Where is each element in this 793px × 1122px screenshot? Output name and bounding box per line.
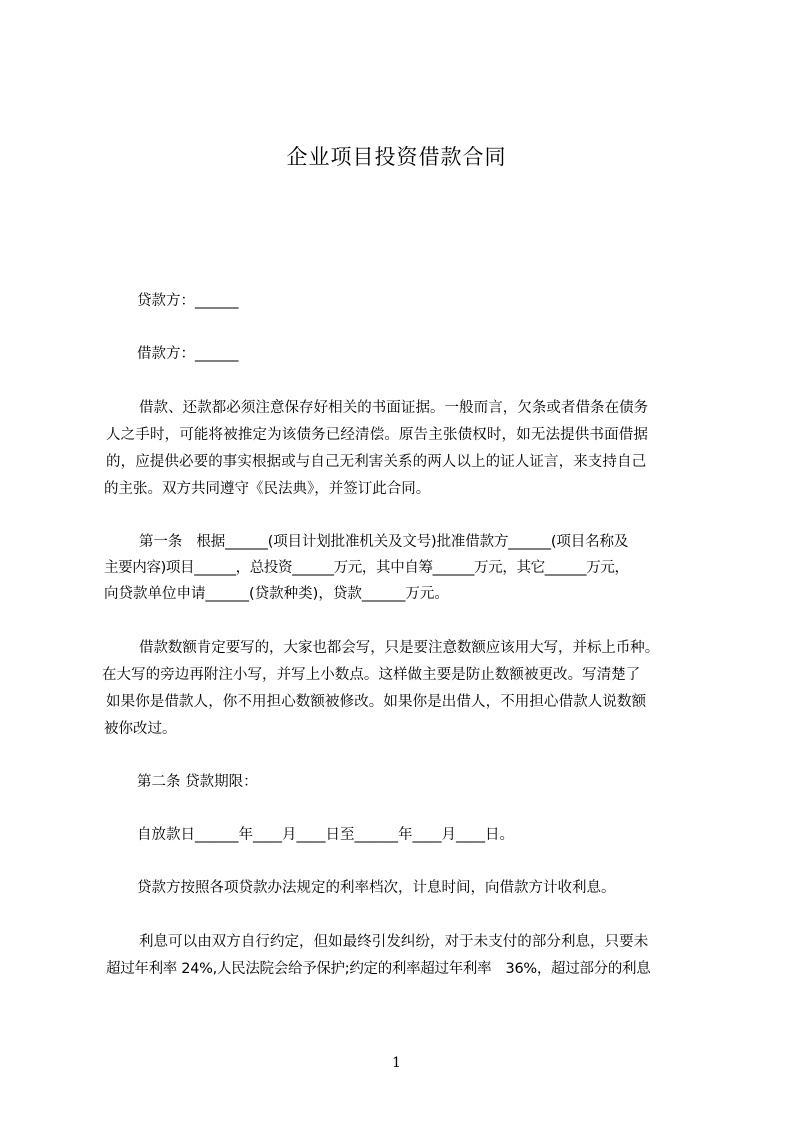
- amount-note-line: 借款数额肯定要写的，大家也都会写，只是要注意数额应该用大写，并标上币种。: [139, 640, 660, 656]
- article1-line: 第一条 根据______(项目计划批准机关及文号)批准借款方______(项目名称及: [139, 534, 629, 550]
- interest-calc-line: 贷款方按照各项贷款办法规定的利率档次，计息时间，向借款方计收利息。: [137, 880, 616, 896]
- loan-period-line: 自放款日______年____月____日至______年____月____日。: [137, 827, 514, 843]
- document-title: 企业项目投资借款合同: [286, 145, 507, 169]
- intro-line: 的主张。双方共同遵守《民法典》，并签订此合同。: [104, 481, 431, 497]
- intro-line: 借款、还款都必须注意保存好相关的书面证据。一般而言，欠条或者借条在债务: [139, 400, 649, 416]
- lender-line: 贷款方：______: [137, 293, 239, 309]
- interest-note-line: 超过年利率 24%,人民法院会给予保护;约定的利率超过年利率 36%，超过部分的利息: [106, 961, 651, 977]
- interest-note-line: 利息可以由双方自行约定，但如最终引发纠纷，对于未支付的部分利息，只要未: [139, 934, 649, 950]
- intro-line: 的，应提供必要的事实根据或与自己无利害关系的两人以上的证人证言，来支持自己: [106, 454, 647, 470]
- amount-note-line: 如果你是借款人，你不用担心数额被修改。如果你是出借人，不用担心借款人说数额: [106, 694, 647, 710]
- borrower-line: 借款方：______: [137, 346, 239, 362]
- article1-line: 向贷款单位申请______(贷款种类)，贷款______万元。: [104, 586, 449, 602]
- page-number: 1: [392, 1055, 401, 1071]
- article2-heading: 第二条 贷款期限：: [137, 774, 258, 790]
- amount-note-line: 被你改过。: [104, 721, 177, 737]
- amount-note-line: 在大写的旁边再附注小写，并写上小数点。这样做主要是防止数额被更改。写清楚了: [102, 667, 641, 683]
- article1-line: 主要内容)项目______，总投资______万元，其中自筹______万元，其它______万元，: [104, 560, 629, 576]
- intro-line: 人之手时，可能将被推定为该债务已经清偿。原告主张债权时，如无法提供书面借据: [106, 427, 649, 443]
